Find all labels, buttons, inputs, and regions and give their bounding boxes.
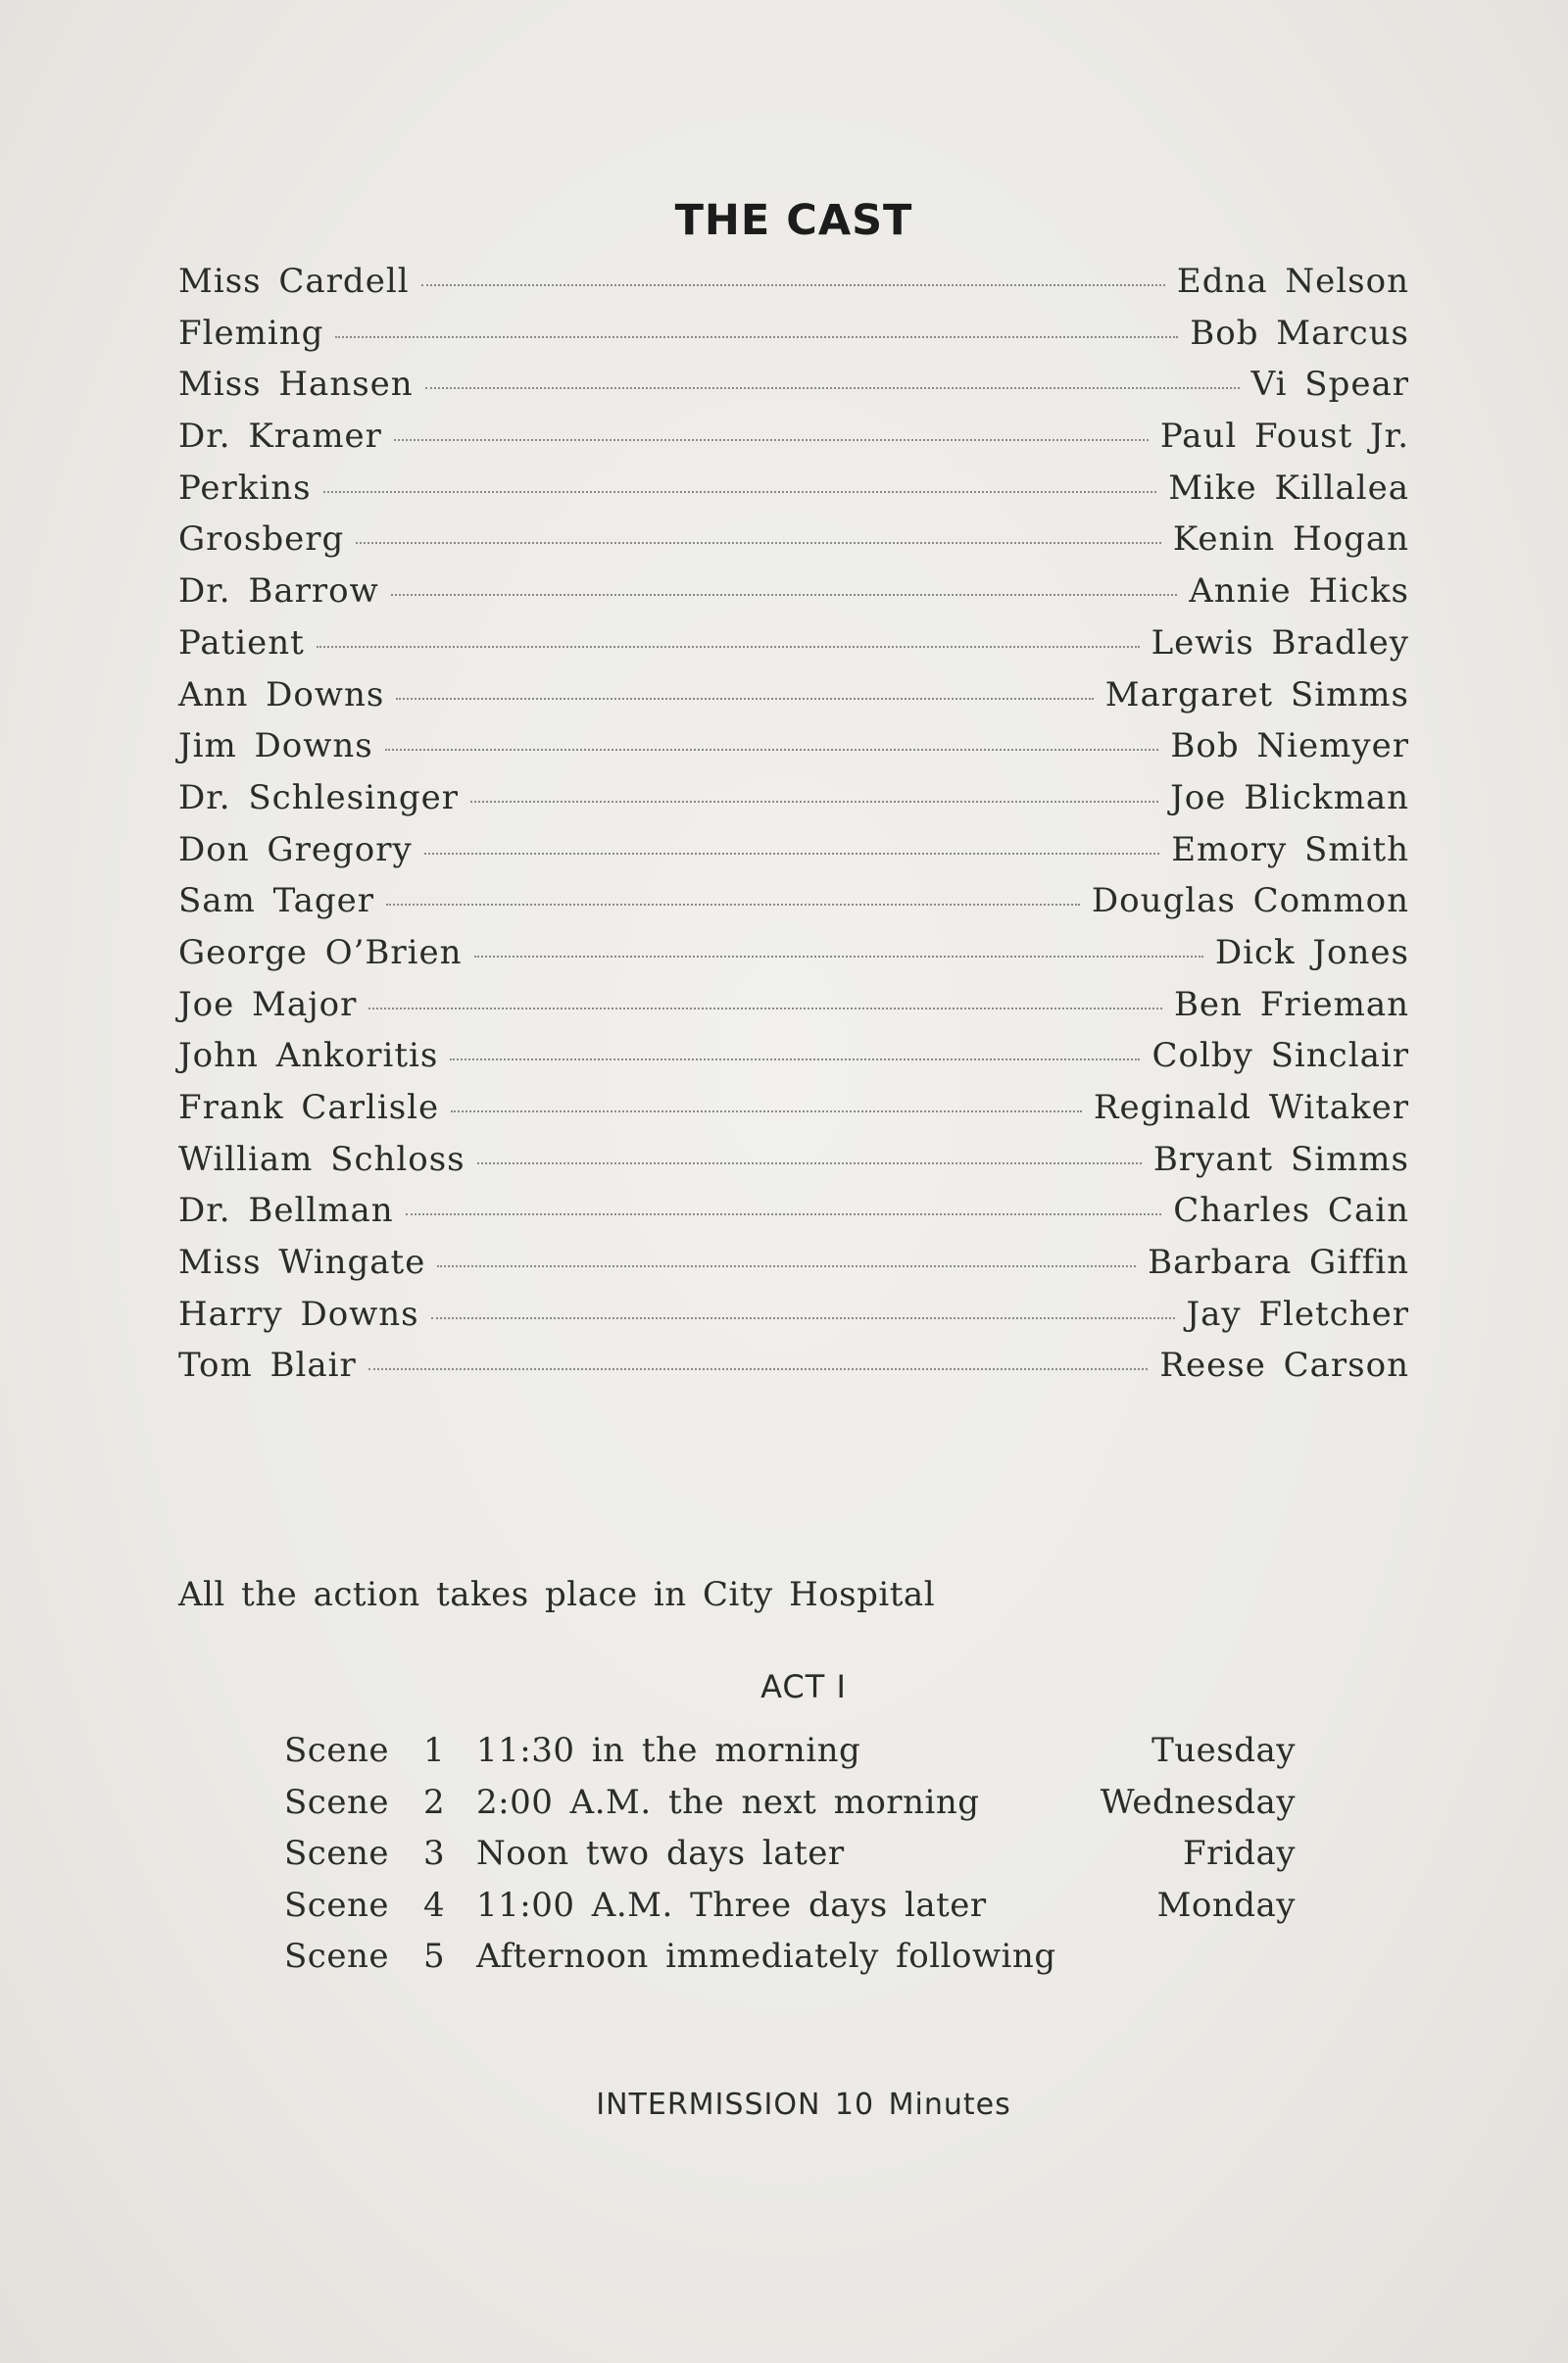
role-name: Jim Downs: [178, 726, 373, 766]
role-name: Dr. Barrow: [178, 571, 379, 612]
role-name: William Schloss: [178, 1139, 466, 1179]
scene-label: Scene: [284, 1834, 389, 1873]
actor-name: Charles Cain: [1173, 1191, 1409, 1231]
cast-row: [178, 985, 1409, 1037]
role-name: Joe Major: [178, 984, 358, 1024]
dot-leader: [368, 1008, 1162, 1009]
cast-row: [178, 933, 1409, 985]
scene-label: Scene: [284, 1937, 389, 1976]
actor-name: Reese Carson: [1159, 1346, 1409, 1386]
scene-time: 2:00 A.M. the next morning: [476, 1782, 980, 1822]
scene-time: Noon two days later: [476, 1834, 845, 1873]
scene-day: Tuesday: [1152, 1731, 1296, 1770]
scene-number: 4: [423, 1885, 446, 1925]
cast-row: [178, 675, 1409, 727]
role-name: Dr. Schlesinger: [178, 777, 459, 817]
dot-leader: [323, 491, 1157, 493]
role-name: Miss Cardell: [178, 262, 410, 301]
scene-row: [284, 1783, 1296, 1835]
dot-leader: [470, 801, 1158, 803]
cast-list: [178, 262, 1409, 1398]
cast-row: [178, 1140, 1409, 1192]
role-name: John Ankoritis: [178, 1036, 439, 1076]
cast-row: [178, 1191, 1409, 1243]
scene-row: [284, 1886, 1296, 1938]
cast-heading: THE CAST: [674, 196, 913, 245]
cast-row: [178, 314, 1409, 366]
dot-leader: [477, 1162, 1142, 1164]
role-name: Dr. Bellman: [178, 1191, 394, 1231]
actor-name: Paul Foust Jr.: [1159, 417, 1409, 457]
actor-name: Edna Nelson: [1176, 262, 1409, 301]
actor-name: Bob Niemyer: [1170, 726, 1409, 766]
role-name: Harry Downs: [178, 1294, 419, 1334]
cast-row: [178, 1088, 1409, 1140]
dot-leader: [474, 956, 1203, 958]
cast-row: [178, 830, 1409, 882]
scene-time: 11:30 in the morning: [476, 1731, 861, 1770]
actor-name: Bob Marcus: [1190, 313, 1409, 353]
role-name: Dr. Kramer: [178, 417, 382, 457]
scene-list: [284, 1731, 1296, 1989]
scene-row: [284, 1937, 1296, 1989]
dot-leader: [368, 1368, 1149, 1370]
scene-number: 2: [423, 1782, 446, 1822]
role-name: Miss Wingate: [178, 1243, 426, 1283]
dot-leader: [335, 336, 1178, 338]
cast-row: [178, 365, 1409, 417]
role-name: George O’Brien: [178, 932, 463, 972]
dot-leader: [421, 284, 1165, 286]
cast-row: [178, 519, 1409, 571]
cast-row: [178, 468, 1409, 520]
dot-leader: [424, 853, 1160, 855]
cast-row: [178, 571, 1409, 623]
scene-day: Friday: [1183, 1834, 1296, 1873]
cast-row: [178, 1243, 1409, 1295]
actor-name: Kenin Hogan: [1172, 519, 1409, 560]
role-name: Don Gregory: [178, 829, 413, 869]
actor-name: Bryant Simms: [1152, 1139, 1409, 1179]
dot-leader: [450, 1058, 1140, 1060]
dot-leader: [385, 749, 1159, 751]
actor-name: Vi Spear: [1250, 365, 1409, 405]
dot-leader: [394, 439, 1149, 441]
dot-leader: [391, 594, 1177, 596]
scene-time: Afternoon immediately following: [476, 1937, 1056, 1976]
scene-row: [284, 1834, 1296, 1886]
dot-leader: [425, 387, 1240, 389]
actor-name: Joe Blickman: [1170, 777, 1409, 817]
cast-row: [178, 1295, 1409, 1347]
dot-leader: [386, 904, 1080, 906]
dot-leader: [437, 1265, 1136, 1267]
dot-leader: [451, 1110, 1082, 1112]
scene-number: 5: [423, 1937, 446, 1976]
scene-number: 3: [423, 1834, 446, 1873]
cast-row: [178, 1346, 1409, 1398]
intermission-note: INTERMISSION 10 Minutes: [596, 2088, 1011, 2122]
dot-leader: [396, 698, 1093, 700]
scene-label: Scene: [284, 1782, 389, 1822]
cast-row: [178, 778, 1409, 830]
actor-name: Emory Smith: [1171, 829, 1409, 869]
actor-name: Douglas Common: [1091, 881, 1409, 921]
actor-name: Mike Killalea: [1168, 468, 1409, 508]
scene-row: [284, 1731, 1296, 1783]
actor-name: Colby Sinclair: [1152, 1036, 1409, 1076]
actor-name: Lewis Bradley: [1151, 622, 1409, 663]
cast-row: [178, 417, 1409, 468]
actor-name: Annie Hicks: [1189, 571, 1409, 612]
cast-row: [178, 726, 1409, 778]
setting-text: All the action takes place in City Hospital: [178, 1575, 936, 1614]
act-heading: ACT I: [760, 1668, 847, 1705]
dot-leader: [431, 1317, 1175, 1319]
scene-day: Monday: [1156, 1885, 1296, 1925]
scene-label: Scene: [284, 1731, 389, 1770]
scene-time: 11:00 A.M. Three days later: [476, 1885, 987, 1925]
cast-row: [178, 881, 1409, 933]
role-name: Frank Carlisle: [178, 1088, 440, 1127]
dot-leader: [356, 542, 1161, 544]
actor-name: Reginald Witaker: [1093, 1088, 1409, 1127]
actor-name: Ben Frieman: [1173, 984, 1409, 1024]
role-name: Patient: [178, 622, 305, 663]
role-name: Tom Blair: [178, 1346, 357, 1386]
role-name: Perkins: [178, 468, 312, 508]
scene-day: Wednesday: [1100, 1782, 1296, 1822]
role-name: Fleming: [178, 313, 324, 353]
cast-row: [178, 262, 1409, 314]
actor-name: Barbara Giffin: [1148, 1243, 1409, 1283]
role-name: Ann Downs: [178, 674, 385, 714]
scene-label: Scene: [284, 1885, 389, 1925]
actor-name: Margaret Simms: [1104, 674, 1409, 714]
cast-row: [178, 1036, 1409, 1088]
actor-name: Jay Fletcher: [1186, 1294, 1409, 1334]
scene-number: 1: [423, 1731, 446, 1770]
cast-row: [178, 623, 1409, 675]
role-name: Grosberg: [178, 519, 345, 560]
role-name: Miss Hansen: [178, 365, 414, 405]
role-name: Sam Tager: [178, 881, 375, 921]
actor-name: Dick Jones: [1214, 932, 1409, 972]
dot-leader: [406, 1213, 1162, 1215]
dot-leader: [317, 646, 1140, 648]
